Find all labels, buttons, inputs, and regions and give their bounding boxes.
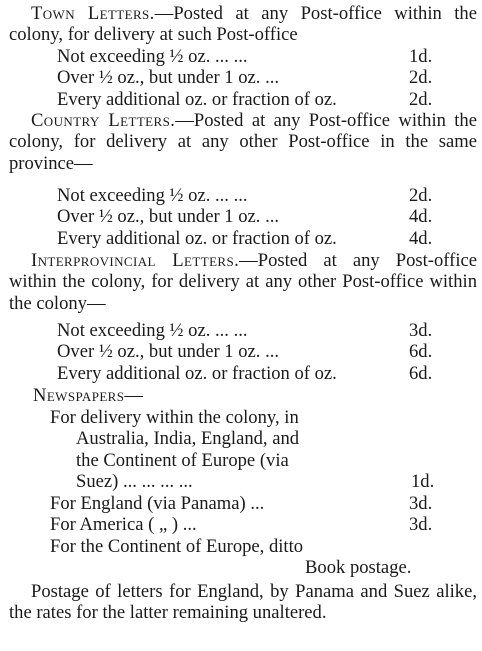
newspaper-colony-line1: For delivery within the colony, in — [50, 407, 299, 428]
rate-description: Over ½ oz., but under 1 oz. ... — [57, 67, 280, 89]
newspapers-heading: Newspapers— — [33, 385, 144, 406]
town-letters-rates — [57, 46, 477, 110]
rate-description: Every additional oz. or fraction of oz. — [57, 88, 337, 110]
newspaper-continent-rate: Book postage. — [305, 557, 412, 578]
interprovincial-letters-text: —Posted at any Post-office within the colony, for delivery at any other Post-office within the colony— — [9, 250, 477, 314]
newspaper-colony-rate: 1d. — [411, 471, 435, 492]
rate-description: Every additional oz. or fraction of oz. — [57, 227, 337, 249]
country-letters-heading: Country Letters. — [31, 110, 176, 131]
town-letters-paragraph — [9, 3, 477, 46]
rate-description: Not exceeding ½ oz. ... ... — [57, 320, 248, 341]
interprovincial-letters-rates — [57, 320, 477, 384]
rate-row — [57, 46, 477, 67]
newspaper-england-rate: 3d. — [409, 493, 433, 514]
closing-paragraph — [9, 581, 477, 624]
interprovincial-letters-paragraph — [9, 250, 477, 314]
country-letters-text: —Posted at any Post-office within the colony, for delivery at any other Post-office in the same province— — [9, 110, 477, 174]
newspaper-colony-line4: Suez) ... ... ... ... — [76, 471, 193, 492]
newspaper-england: For England (via Panama) ... — [50, 493, 265, 514]
rate-value: 2d. — [409, 185, 433, 206]
interprovincial-letters-heading: Interprovincial Letters. — [31, 250, 240, 271]
rate-row — [57, 206, 477, 227]
rate-row — [57, 67, 477, 88]
newspaper-america: For America ( „ ) ... — [50, 514, 197, 535]
rate-row — [57, 228, 477, 249]
town-letters-heading: Town Letters. — [31, 3, 155, 24]
rate-row — [57, 89, 477, 110]
closing-text: Postage of letters for England, by Panama and Suez alike, the rates for the latter remaining unaltered. — [9, 581, 477, 624]
rate-description: Not exceeding ½ oz. ... ... — [57, 46, 248, 67]
rate-value: 6d. — [409, 362, 433, 384]
rate-description: Not exceeding ½ oz. ... ... — [57, 185, 248, 206]
rate-value: 1d. — [409, 46, 433, 67]
rate-value: 2d. — [409, 88, 433, 110]
rate-description: Every additional oz. or fraction of oz. — [57, 362, 337, 384]
newspaper-colony-line2: Australia, India, England, and — [76, 428, 300, 449]
rate-row — [57, 341, 477, 362]
rate-value: 2d. — [409, 67, 433, 89]
rate-row — [57, 320, 477, 341]
country-letters-paragraph — [9, 110, 477, 174]
newspaper-colony-line3: the Continent of Europe (via — [76, 450, 289, 471]
rate-row — [57, 185, 477, 206]
rate-description: Over ½ oz., but under 1 oz. ... — [57, 206, 280, 228]
newspaper-continent: For the Continent of Europe, ditto — [50, 536, 304, 557]
rate-value: 3d. — [409, 320, 433, 341]
town-letters-text: —Posted at any Post-office within the colony, for delivery at such Post-office — [9, 3, 477, 46]
rate-value: 4d. — [409, 206, 433, 228]
rate-row — [57, 363, 477, 384]
rate-value: 6d. — [409, 341, 433, 363]
rate-description: Over ½ oz., but under 1 oz. ... — [57, 341, 280, 363]
newspaper-america-rate: 3d. — [409, 514, 433, 535]
country-letters-rates — [57, 185, 477, 249]
rate-value: 4d. — [409, 227, 433, 249]
